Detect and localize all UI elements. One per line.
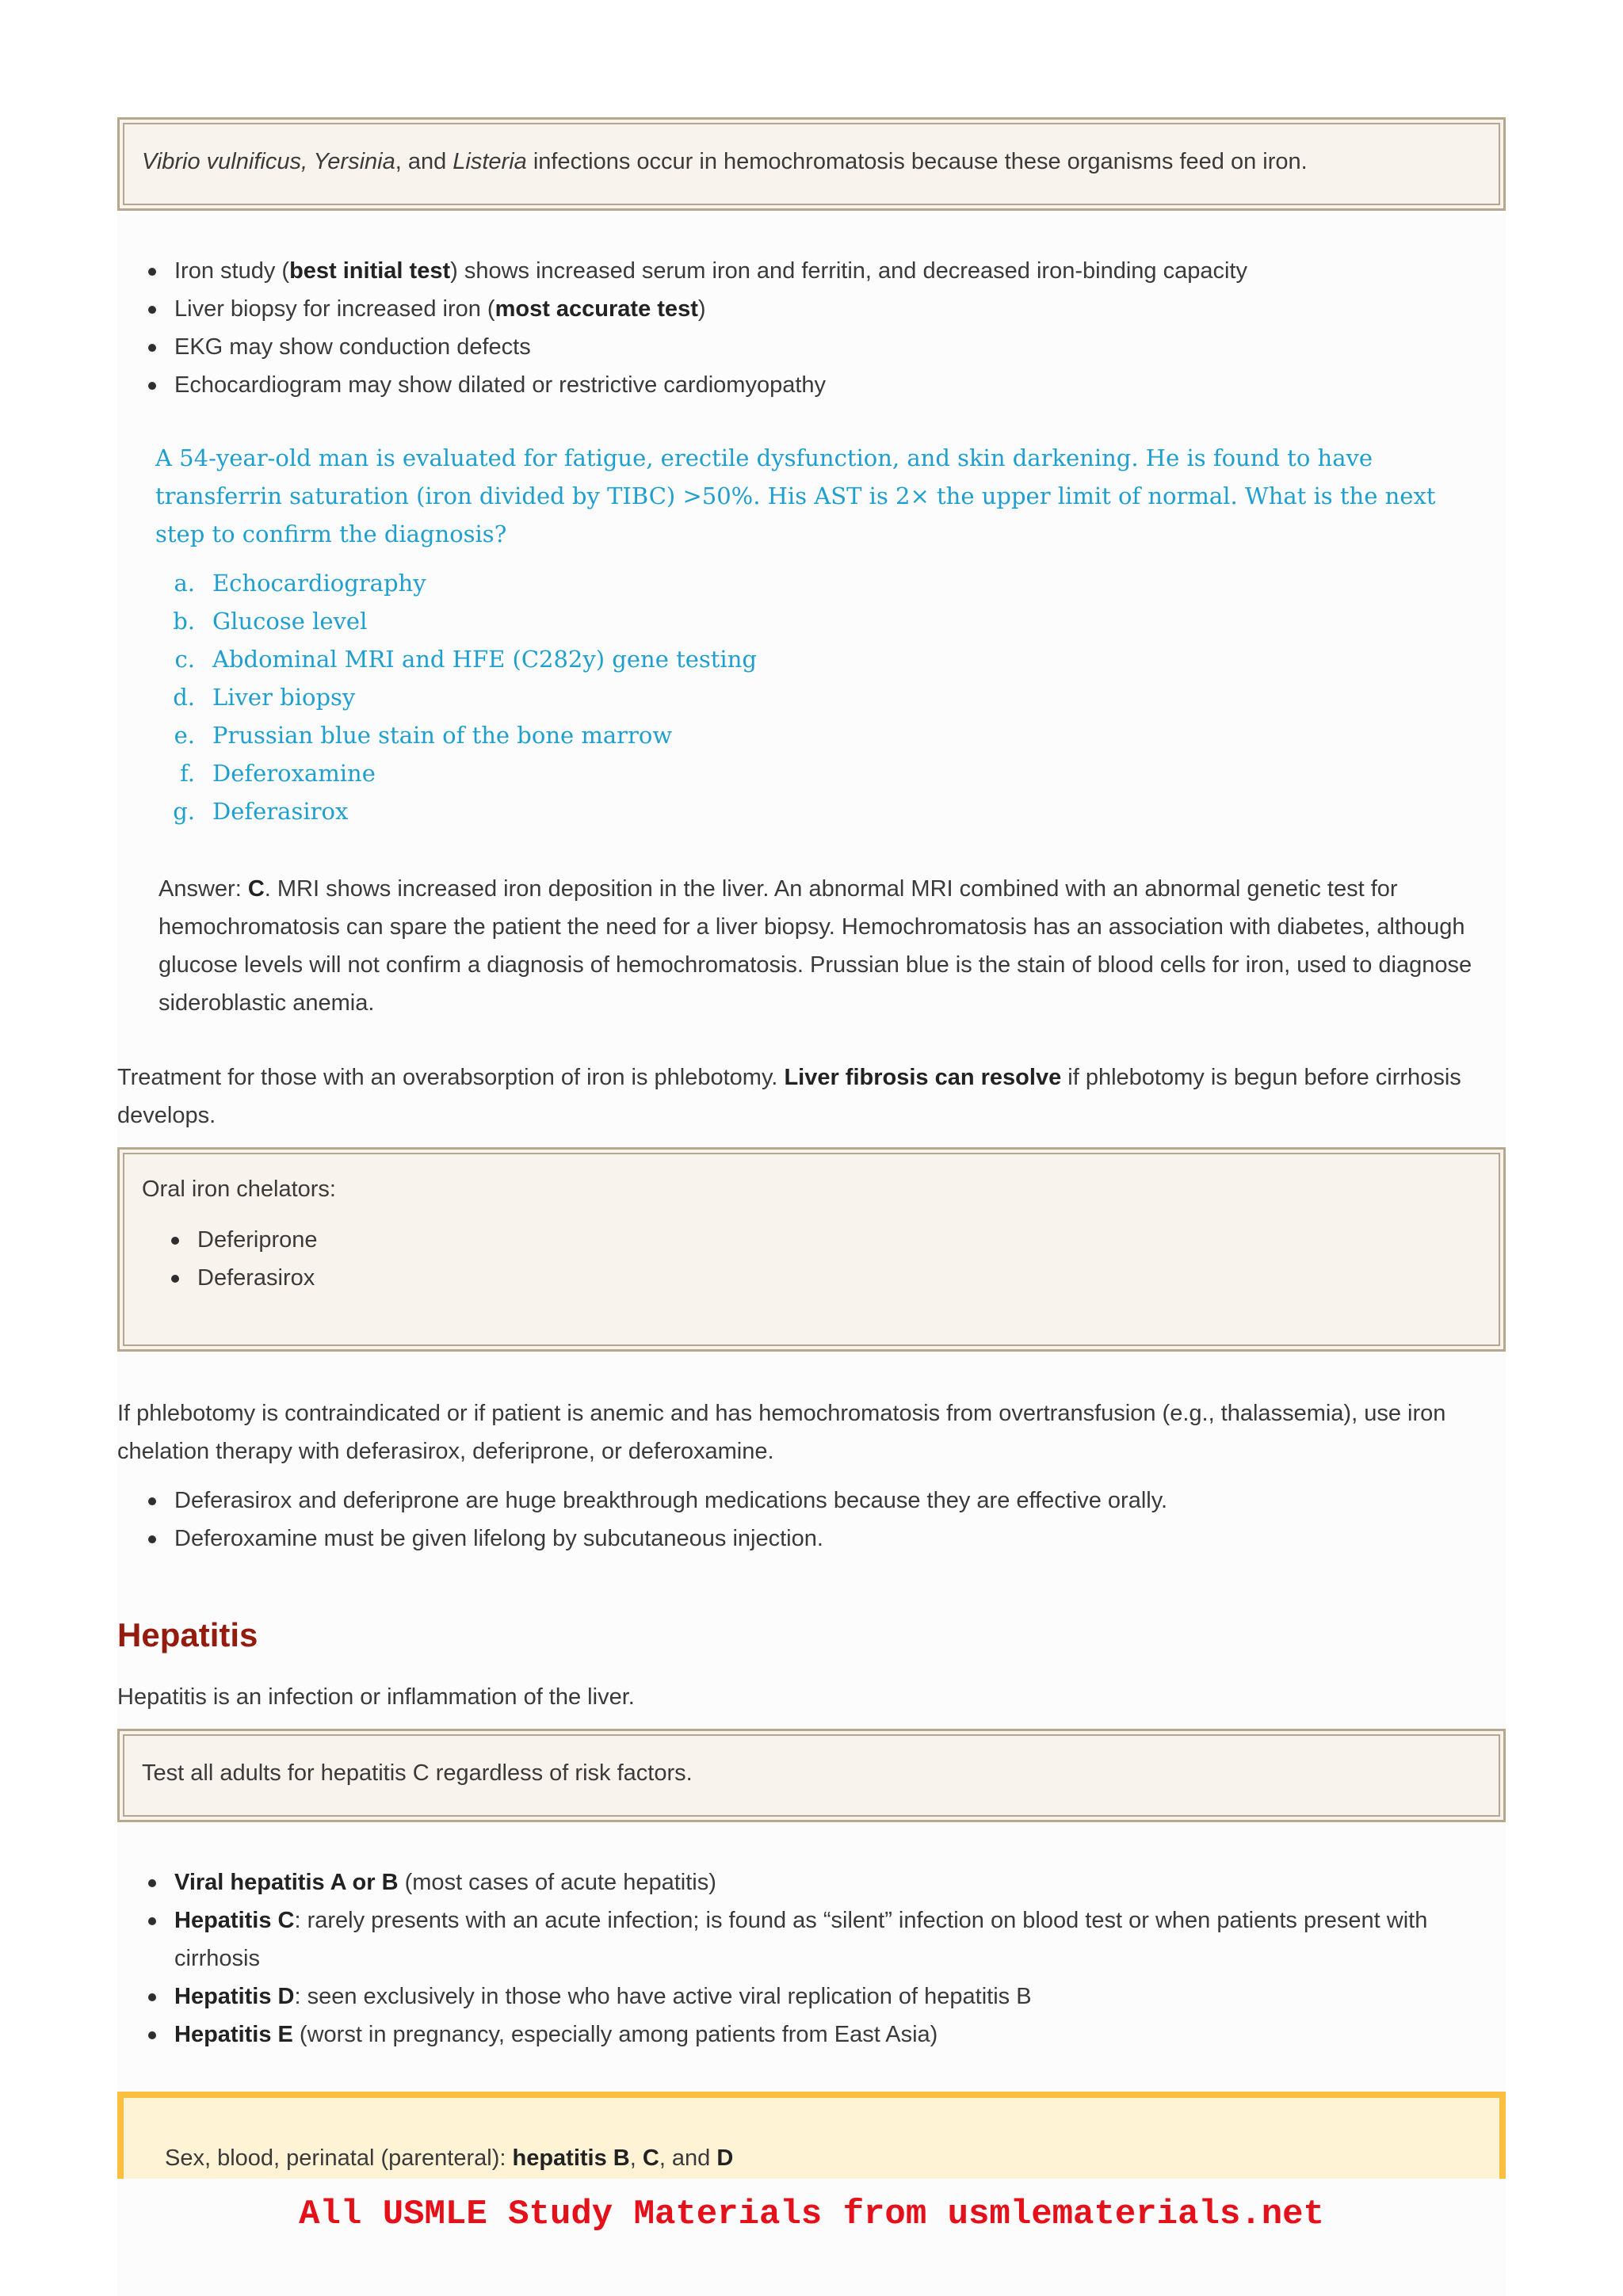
- question-stem: A 54-year-old man is evaluated for fatigue, erectile dysfunction, and skin darkening. He is found to have transferrin saturation (iron divided by TIBC) >50%. His AST is 2× the upper limit of normal. What is the next step to confirm the diagnosis?: [155, 444, 1436, 547]
- list-item: Hepatitis C: rarely presents with an acute infection; is found as “silent” infection on blood test or when patients present with cirrhosis: [119, 1901, 1498, 1978]
- section-heading: Hepatitis: [117, 1616, 258, 1653]
- list-item: Hepatitis D: seen exclusively in those who have active viral replication of hepatitis B: [119, 1978, 1498, 2016]
- note-box-chelators: [117, 1147, 1506, 1352]
- answer-options: [155, 564, 757, 830]
- option-d: d. Liver biopsy: [173, 684, 356, 711]
- diagnostic-tests-list: [119, 252, 1466, 404]
- option-b: b. Glucose level: [173, 608, 368, 635]
- hepatitis-types-list: [119, 1863, 1498, 2054]
- list-item: Hepatitis E (worst in pregnancy, especially among patients from East Asia): [119, 2016, 1498, 2054]
- list-item: Deferasirox: [142, 1259, 1410, 1297]
- list-item: Iron study (best initial test) shows increased serum iron and ferritin, and decreased iron-binding capacity: [119, 252, 1466, 290]
- list-item: Liver biopsy for increased iron (most accurate test): [119, 290, 1466, 328]
- transmission-box: [117, 2092, 1506, 2179]
- list-item: Echocardiogram may show dilated or restrictive cardiomyopathy: [119, 366, 1466, 404]
- transmission-text: Sex, blood, perinatal (parenteral): hepatitis B, C, and D: [165, 2145, 734, 2171]
- chelation-list: [119, 1482, 1466, 1558]
- chelation-paragraph: If phlebotomy is contraindicated or if patient is anemic and has hemochromatosis from overtransfusion (e.g., thalassemia), use iron chelation therapy with deferasirox, deferiprone, or deferoxamine.: [117, 1401, 1446, 1464]
- list-item: Viral hepatitis A or B (most cases of acute hepatitis): [119, 1863, 1498, 1901]
- chelators-title: Oral iron chelators:: [142, 1177, 336, 1202]
- option-a: a. Echocardiography: [174, 570, 426, 597]
- note-text: Vibrio vulnificus, Yersinia, and Listeria infections occur in hemochromatosis because these organisms feed on iron.: [142, 149, 1308, 174]
- note-box-hepatitis-c: [117, 1729, 1506, 1822]
- list-item: Deferiprone: [142, 1221, 1410, 1259]
- note-text: Test all adults for hepatitis C regardless of risk factors.: [142, 1760, 693, 1786]
- list-item: EKG may show conduction defects: [119, 328, 1466, 366]
- option-c: c. Abdominal MRI and HFE (C282y) gene testing: [174, 646, 757, 673]
- note-box-vibrio: [117, 117, 1506, 211]
- treatment-paragraph: Treatment for those with an overabsorption of iron is phlebotomy. Liver fibrosis can resolve if phlebotomy is begun before cirrhosis develops.: [117, 1065, 1461, 1128]
- option-e: e. Prussian blue stain of the bone marrow: [174, 722, 673, 749]
- option-f: f. Deferoxamine: [180, 760, 376, 787]
- list-item: Deferoxamine must be given lifelong by subcutaneous injection.: [119, 1520, 1466, 1558]
- chelators-list: [142, 1221, 1410, 1297]
- footer-watermark: All USMLE Study Materials from usmlematerials.net: [299, 2195, 1324, 2234]
- list-item: Deferasirox and deferiprone are huge breakthrough medications because they are effective orally.: [119, 1482, 1466, 1520]
- answer-explanation: Answer: C. MRI shows increased iron deposition in the liver. An abnormal MRI combined with an abnormal genetic test for hemochromatosis can spare the patient the need for a liver biopsy. Hemochromatosis has an association with diabetes, although glucose levels will not confirm a diagnosis of hemochromatosis. Prussian blue is the stain of blood cells for iron, used to diagnose sideroblastic anemia.: [158, 876, 1472, 1016]
- option-g: g. Deferasirox: [173, 798, 349, 825]
- hepatitis-intro: Hepatitis is an infection or inflammation of the liver.: [117, 1684, 635, 1710]
